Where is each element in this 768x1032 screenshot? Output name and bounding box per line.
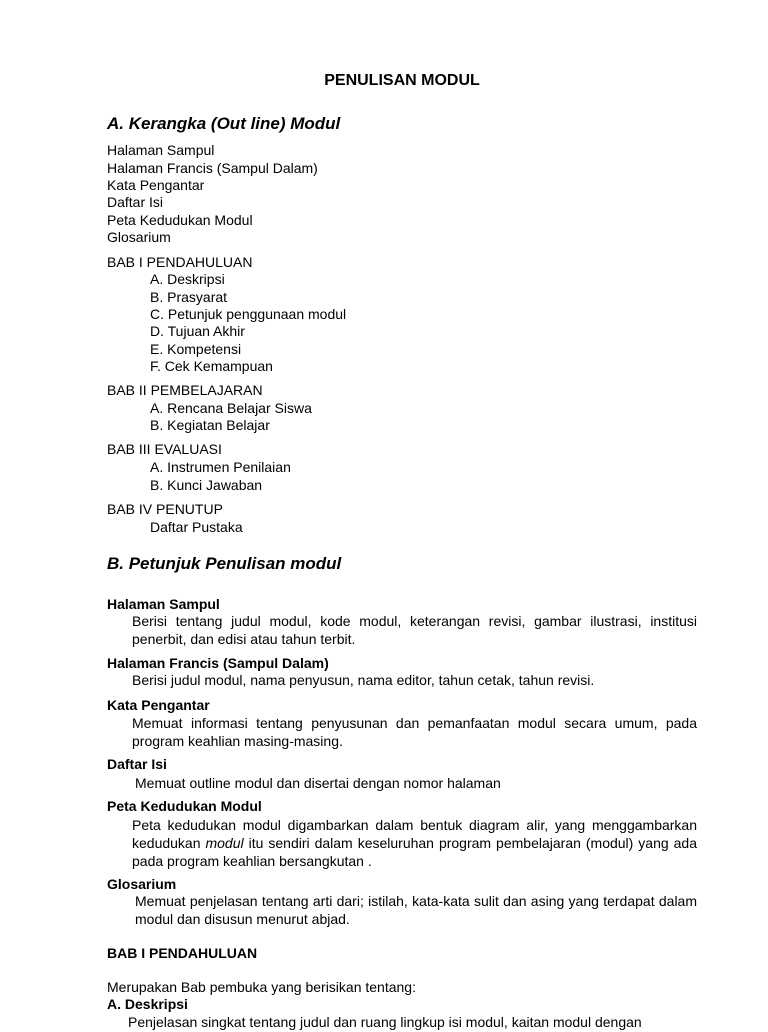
outline-item: Peta Kedudukan Modul (107, 211, 253, 228)
chapter-heading: BAB I PENDAHULUAN (107, 945, 258, 961)
outline-subitem: B. Kegiatan Belajar (150, 417, 270, 433)
outline-subitem: D. Tujuan Akhir (150, 323, 245, 339)
outline-item: Halaman Sampul (107, 142, 215, 158)
outline-subitem: C. Petunjuk penggunaan modul (150, 306, 347, 322)
entry-description: Memuat penjelasan tentang arti dari; istilah, kata-kata sulit dan asing yang terdapat dalam modul dan disusun menurut abjad. (135, 893, 697, 927)
outline-subitem: B. Prasyarat (150, 288, 228, 305)
entry-description: Memuat outline modul dan disertai dengan nomor halaman (135, 775, 501, 791)
outline-subitem: F. Cek Kemampuan (150, 358, 273, 374)
outline-chapter: BAB I PENDAHULUAN (107, 254, 253, 270)
chapter-intro: Merupakan Bab pembuka yang berisikan tentang: (107, 979, 416, 995)
outline-item: Kata Pengantar (107, 177, 205, 193)
entry-term: Glosarium (107, 876, 177, 892)
section-a-heading: A. Kerangka (Out line) Modul (107, 114, 341, 133)
outline-chapter: BAB II PEMBELAJARAN (107, 382, 263, 398)
outline-chapter: BAB III EVALUASI (107, 441, 222, 457)
outline-subitem: B. Kunci Jawaban (150, 477, 263, 493)
entry-term: Peta Kedudukan Modul (107, 798, 262, 814)
outline-subitem: Daftar Pustaka (150, 519, 243, 535)
outline-item: Glosarium (107, 229, 171, 245)
entry-description-text: itu sendiri dalam keseluruhan program pembelajaran (modul) yang ada pada program keahlian bersangkutan . (132, 835, 697, 869)
entry-term: Daftar Isi (107, 756, 167, 772)
entry-term: A. Deskripsi (107, 996, 188, 1012)
entry-description: Berisi judul modul, nama penyusun, nama editor, tahun cetak, tahun revisi. (132, 672, 595, 688)
outline-chapter: BAB IV PENUTUP (107, 501, 223, 517)
page-title: PENULISAN MODUL (324, 72, 480, 89)
entry-term: Halaman Sampul (107, 596, 220, 612)
outline-subitem: E. Kompetensi (150, 340, 242, 357)
entry-description-text: Peta kedudukan modul digambarkan dalam bentuk diagram alir, yang menggambarkan kedudukan (132, 817, 697, 851)
entry-term: Kata Pengantar (107, 697, 210, 713)
outline-item: Halaman Francis (Sampul Dalam) (107, 159, 318, 176)
section-b-heading: B. Petunjuk Penulisan modul (107, 554, 342, 573)
outline-item: Daftar Isi (107, 194, 164, 210)
outline-subitem: A. Deskripsi (150, 271, 225, 287)
entry-term: Halaman Francis (Sampul Dalam) (107, 655, 329, 671)
outline-subitem: A. Instrumen Penilaian (150, 459, 291, 475)
entry-description: Berisi tentang judul modul, kode modul, keterangan revisi, gambar ilustrasi, institusi penerbit, dan edisi atau tahun terbit. (132, 613, 697, 647)
outline-subitem: A. Rencana Belajar Siswa (150, 399, 312, 416)
entry-description: Memuat informasi tentang penyusunan dan pemanfaatan modul secara umum, pada program keahlian masing-masing. (132, 715, 697, 749)
entry-description: Penjelasan singkat tentang judul dan ruang lingkup isi modul, kaitan modul dengan (128, 1014, 642, 1030)
entry-description-emphasis: modul (205, 835, 244, 851)
entry-description (132, 816, 697, 870)
